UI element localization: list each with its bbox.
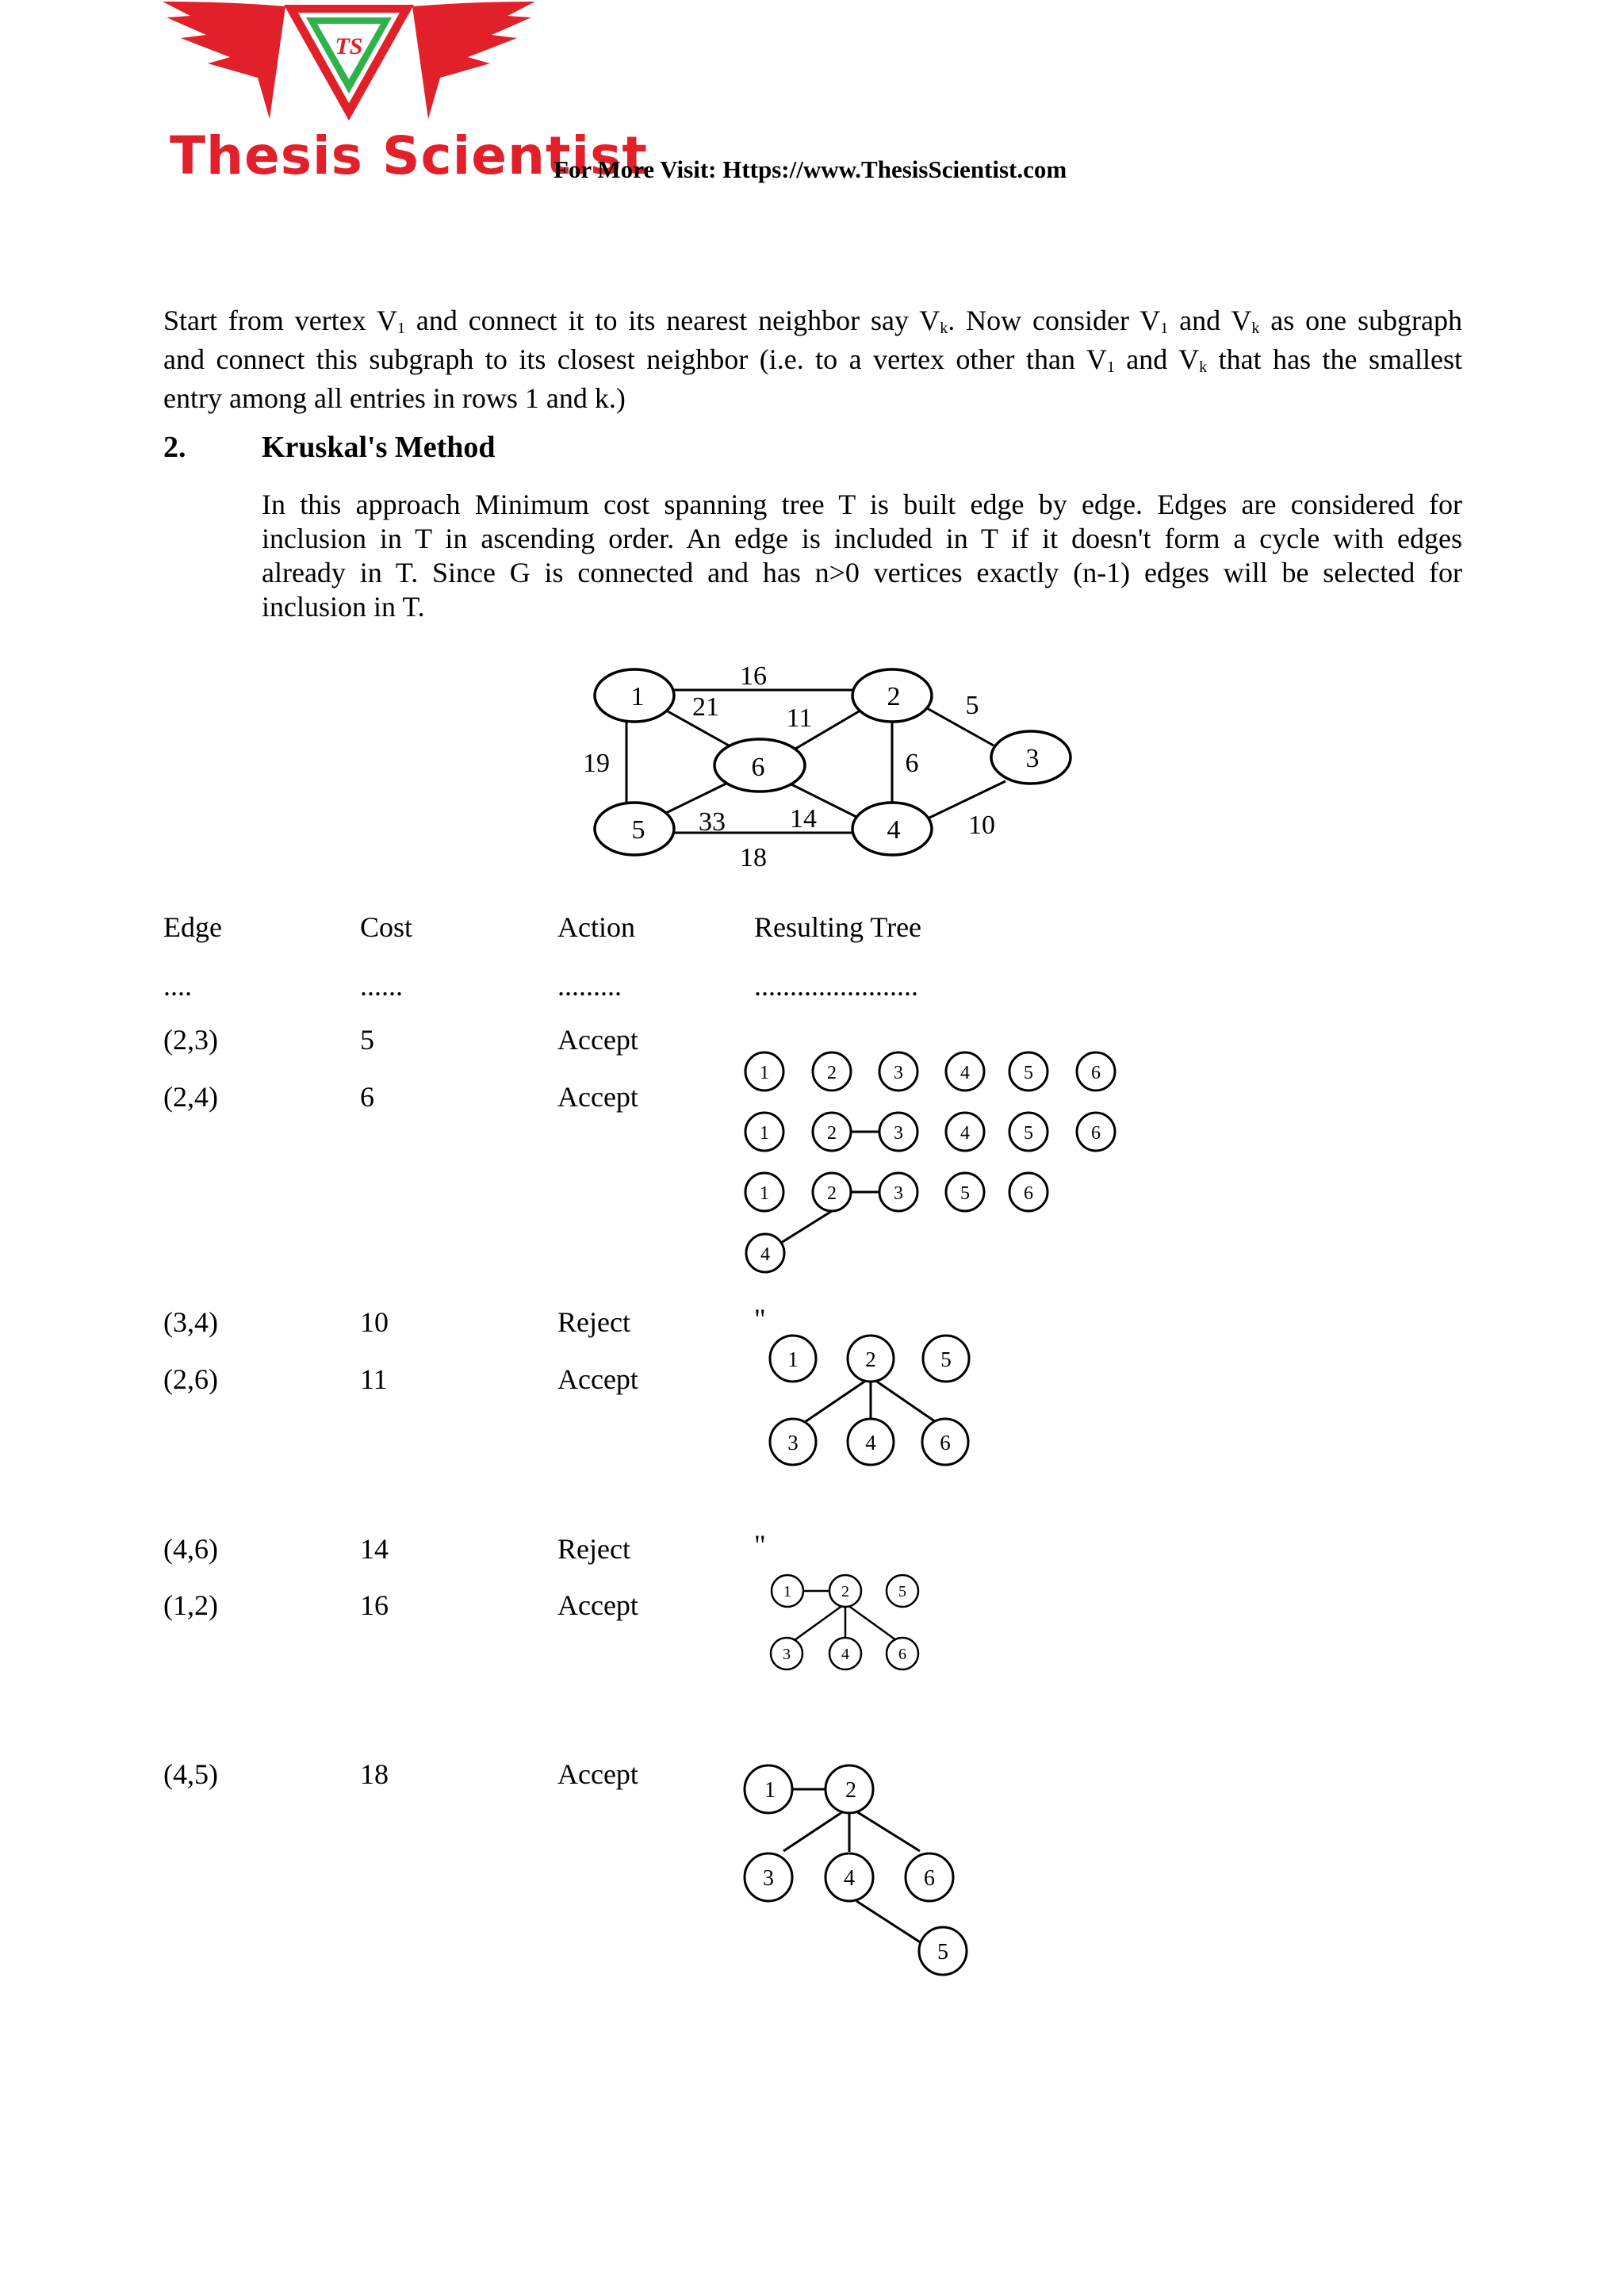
- body-line: inclusion in T in ascending order. An edge is included in T if it doesn't form a cycle with edges: [262, 523, 1462, 554]
- tree-node-label: 3: [894, 1183, 903, 1204]
- row-edge: (2,4): [163, 1081, 218, 1113]
- tree-node-label: 5: [960, 1183, 970, 1204]
- row-action: Accept: [557, 1363, 638, 1395]
- tree-node-label: 1: [764, 1778, 776, 1803]
- row-edge: (2,3): [163, 1024, 218, 1056]
- graph-vertex-label: 5: [631, 815, 645, 845]
- row-edge: (3,4): [163, 1306, 218, 1338]
- ditto-mark: ": [754, 1303, 766, 1335]
- graph-edge-weight: 16: [740, 661, 767, 691]
- tree-node-label: 4: [865, 1431, 876, 1455]
- row-cost: 14: [360, 1533, 389, 1565]
- graph-edge-weight: 6: [905, 749, 919, 778]
- tree-node-label: 4: [844, 1866, 855, 1891]
- row-action: Accept: [557, 1081, 638, 1113]
- row-cost: 10: [360, 1306, 389, 1338]
- section-title: Kruskal's Method: [262, 431, 496, 464]
- tree-node-label: 5: [1024, 1063, 1033, 1083]
- tree-node-label: 4: [960, 1063, 970, 1083]
- tree-node-label: 3: [783, 1646, 791, 1663]
- tree-step-2: [745, 1113, 1115, 1151]
- graph-edge-weight: 18: [740, 843, 767, 872]
- dots-tree: .......................: [754, 970, 918, 1002]
- intro-line-3: entry among all entries in rows 1 and k.): [163, 382, 626, 414]
- weighted-graph-diagram: [0, 0, 1624, 888]
- tree-node-label: 5: [937, 1940, 948, 1964]
- tree-edge: [781, 1211, 832, 1243]
- tree-node-label: 6: [924, 1866, 935, 1891]
- tree-edge: [872, 1378, 938, 1424]
- tree-node-label: 6: [1024, 1183, 1033, 1204]
- tree-edge: [852, 1809, 920, 1851]
- tree-node-label: 2: [827, 1183, 837, 1204]
- col-header-action: Action: [557, 911, 635, 943]
- tree-node-label: 1: [760, 1063, 769, 1083]
- tree-node-label: 2: [841, 1583, 849, 1600]
- tree-node-label: 1: [783, 1583, 791, 1600]
- graph-edge-weight: 14: [790, 804, 817, 834]
- resulting-trees: [0, 1015, 1624, 1999]
- row-action: Accept: [557, 1589, 638, 1621]
- row-cost: 11: [360, 1363, 388, 1395]
- tree-node-label: 3: [763, 1866, 774, 1891]
- row-edge: (4,5): [163, 1758, 218, 1790]
- col-header-edge: Edge: [163, 911, 222, 943]
- graph-edge-weight: 11: [786, 703, 813, 733]
- body-line: already in T. Since G is connected and has n>0 vertices exactly (n-1) edges will be selected for: [262, 557, 1462, 588]
- tree-node-label: 6: [1091, 1063, 1101, 1083]
- intro-line-2: and connect this subgraph to its closest neighbor (i.e. to a vertex other than V1 and Vk that has the smallest: [163, 343, 1462, 376]
- row-cost: 6: [360, 1081, 374, 1113]
- visit-link[interactable]: For More Visit: Https://www.ThesisScientist.com: [553, 155, 1067, 183]
- row-cost: 16: [360, 1589, 389, 1621]
- tree-node-label: 4: [760, 1244, 770, 1265]
- tree-node-label: 5: [898, 1583, 906, 1600]
- dots-cost: ......: [360, 970, 403, 1002]
- tree-node-label: 5: [940, 1347, 952, 1371]
- row-cost: 18: [360, 1758, 389, 1790]
- tree-edge: [795, 1605, 843, 1640]
- tree-node-label: 4: [960, 1123, 970, 1144]
- tree-node-label: 5: [1024, 1123, 1033, 1144]
- intro-line-1: Start from vertex V1 and connect it to its nearest neighbor say Vk. Now consider V1 and Vk as one subgraph: [163, 305, 1462, 337]
- tree-node-label: 6: [940, 1431, 951, 1455]
- row-action: Reject: [557, 1306, 630, 1338]
- graph-edge-2-3: [920, 704, 994, 746]
- graph-vertex-label: 6: [751, 753, 765, 782]
- brand-name: Thesis Scientist: [170, 125, 648, 186]
- logo-mark-text: TS: [335, 33, 363, 59]
- row-edge: (2,6): [163, 1363, 218, 1395]
- graph-vertex-label: 3: [1025, 744, 1040, 773]
- row-edge: (4,6): [163, 1533, 218, 1565]
- section-number: 2.: [163, 431, 186, 464]
- tree-node-label: 2: [845, 1778, 856, 1803]
- dots-edge: ....: [163, 970, 192, 1002]
- tree-node-label: 3: [787, 1431, 799, 1455]
- tree-step-1: [745, 1052, 1115, 1091]
- graph-edge-weight: 10: [968, 811, 995, 840]
- tree-edge: [802, 1378, 869, 1424]
- row-action: Accept: [557, 1024, 638, 1056]
- tree-node-label: 3: [894, 1123, 903, 1144]
- row-action: Accept: [557, 1758, 638, 1790]
- col-header-cost: Cost: [360, 911, 413, 943]
- ditto-mark: ": [754, 1529, 766, 1561]
- tree-node-label: 3: [894, 1063, 903, 1083]
- tree-node-label: 2: [865, 1347, 876, 1371]
- tree-node-label: 6: [898, 1646, 906, 1663]
- tree-edge: [856, 1901, 921, 1943]
- tree-node-label: 2: [827, 1123, 837, 1144]
- graph-vertex-label: 1: [630, 682, 645, 711]
- row-action: Reject: [557, 1533, 630, 1565]
- body-line: In this approach Minimum cost spanning tree T is built edge by edge. Edges are considered for: [262, 489, 1462, 520]
- graph-edge-weight: 21: [692, 692, 719, 722]
- body-line: inclusion in T.: [262, 591, 425, 623]
- dots-action: .........: [557, 970, 622, 1002]
- tree-node-label: 2: [827, 1063, 837, 1083]
- tree-node-label: 1: [760, 1123, 769, 1144]
- row-cost: 5: [360, 1024, 374, 1056]
- tree-node-label: 6: [1091, 1123, 1101, 1144]
- graph-edge-weight: 5: [965, 691, 979, 720]
- col-header-tree: Resulting Tree: [754, 911, 922, 943]
- graph-edge-weight: 19: [583, 749, 610, 778]
- tree-node-label: 1: [787, 1347, 799, 1371]
- graph-edge-weight: 33: [699, 807, 726, 837]
- graph-vertex-label: 4: [887, 815, 901, 845]
- tree-edge: [783, 1809, 847, 1851]
- tree-node-label: 1: [760, 1183, 769, 1204]
- tree-node-label: 4: [841, 1646, 849, 1663]
- tree-edge: [848, 1605, 896, 1640]
- row-edge: (1,2): [163, 1589, 218, 1621]
- graph-vertex-label: 2: [887, 682, 901, 711]
